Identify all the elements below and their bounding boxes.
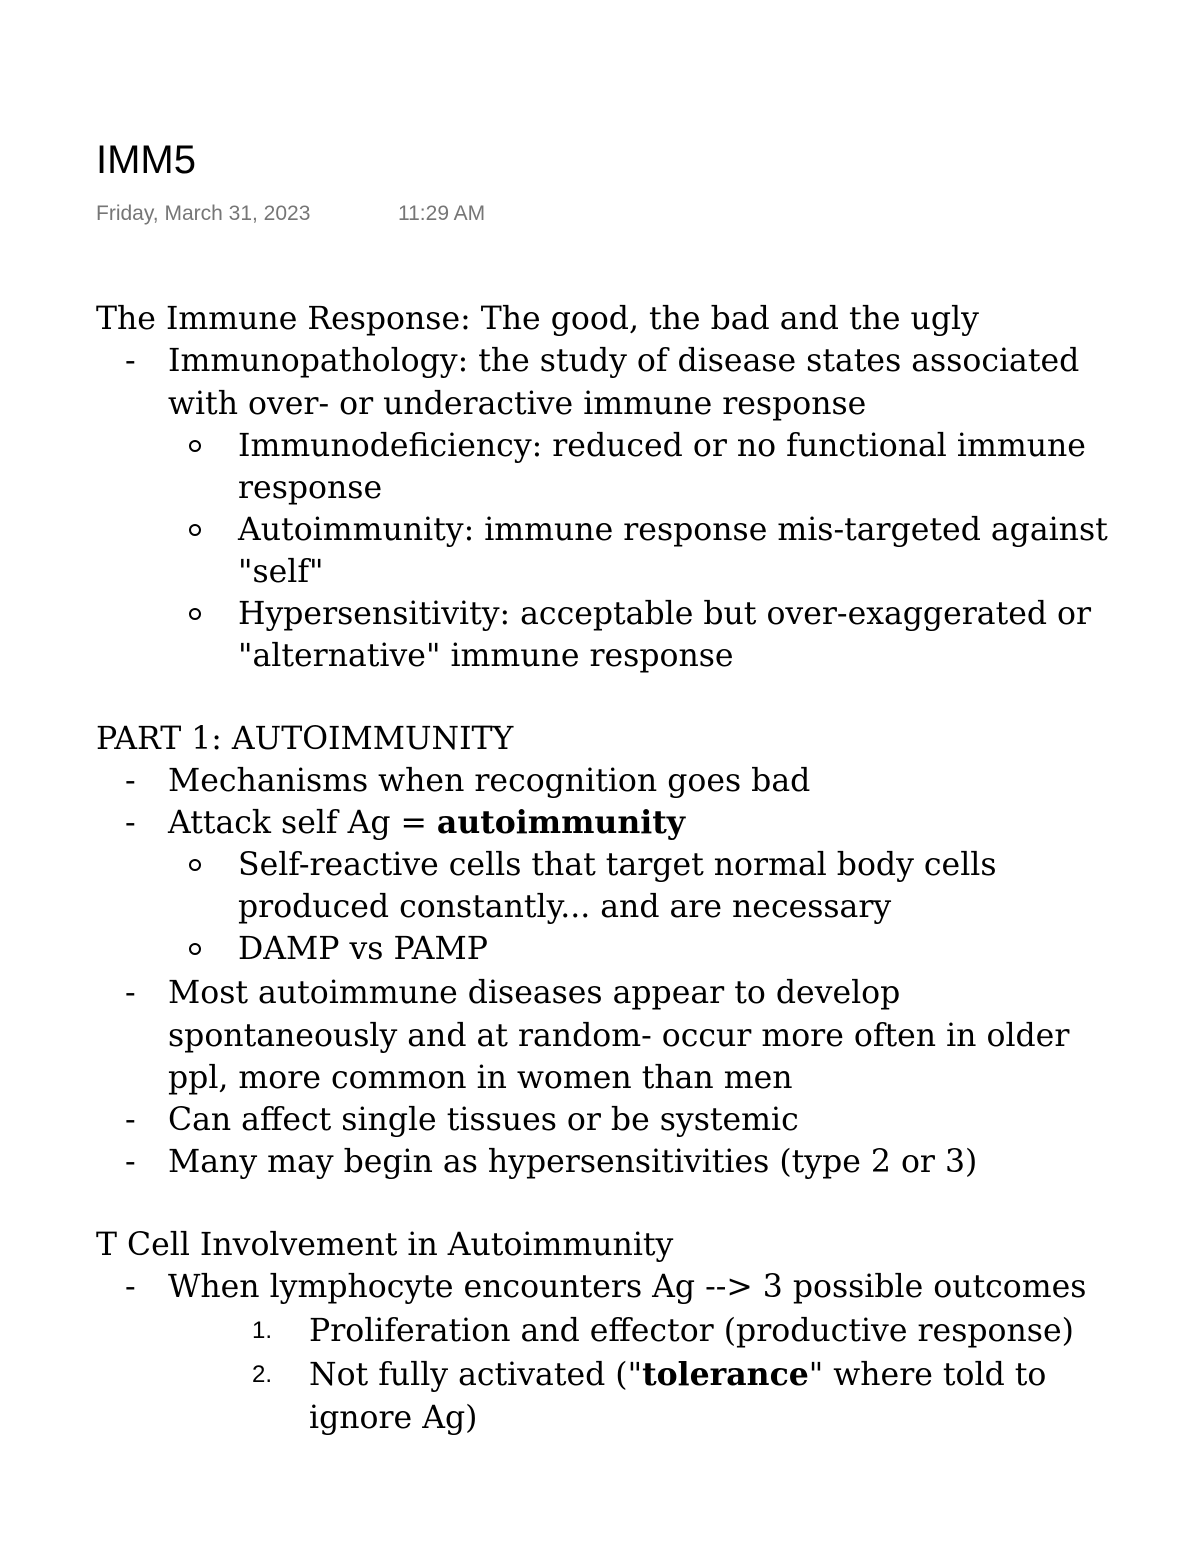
sub-item-text: Immunodeficiency: reduced or no functional immune <box>238 428 1086 464</box>
dash-bullet: - <box>125 1269 136 1305</box>
circle-bullet <box>189 608 201 620</box>
numbered-item-text <box>309 1354 1046 1396</box>
list-item-text: Many may begin as hypersensitivities (type 2 or 3) <box>168 1144 978 1180</box>
dash-bullet: - <box>125 343 136 379</box>
list-item-text: with over- or underactive immune response <box>168 386 867 422</box>
list-item-text: Most autoimmune diseases appear to develop <box>168 975 901 1011</box>
section-heading-t-cell: T Cell Involvement in Autoimmunity <box>96 1227 674 1263</box>
list-item-text: spontaneously and at random- occur more often in older <box>168 1018 1070 1054</box>
numbered-item-text: Proliferation and effector (productive response) <box>309 1313 1074 1349</box>
numbered-item-text: ignore Ag) <box>309 1400 478 1436</box>
dash-bullet: - <box>125 805 136 841</box>
list-item-text: Mechanisms when recognition goes bad <box>168 763 811 799</box>
note-time: 11:29 AM <box>398 202 486 225</box>
sub-item-text: "alternative" immune response <box>238 638 734 674</box>
note-date: Friday, March 31, 2023 <box>96 202 311 225</box>
section-heading-autoimmunity: PART 1: AUTOIMMUNITY <box>96 721 514 757</box>
circle-bullet <box>189 440 201 452</box>
numbered-item-prefix: Not fully activated (" <box>309 1357 643 1393</box>
sub-item-text: Hypersensitivity: acceptable but over-exaggerated or <box>238 596 1092 632</box>
circle-bullet <box>189 859 201 871</box>
list-item-text: When lymphocyte encounters Ag --> 3 possible outcomes <box>168 1269 1087 1305</box>
list-item-text <box>168 802 685 844</box>
list-item-text-prefix: Attack self Ag = <box>168 805 437 841</box>
circle-bullet <box>189 524 201 536</box>
sub-item-text: produced constantly... and are necessary <box>238 889 892 925</box>
sub-item-text: "self" <box>238 554 324 590</box>
number-marker: 1. <box>252 1317 273 1344</box>
dash-bullet: - <box>125 975 136 1011</box>
sub-item-text: DAMP vs PAMP <box>238 931 488 967</box>
dash-bullet: - <box>125 1144 136 1180</box>
list-item-text: ppl, more common in women than men <box>168 1060 793 1096</box>
dash-bullet: - <box>125 763 136 799</box>
sub-item-text: Self-reactive cells that target normal body cells <box>238 847 997 883</box>
list-item-text: Can affect single tissues or be systemic <box>168 1102 799 1138</box>
list-item-text: Immunopathology: the study of disease states associated <box>168 343 1080 379</box>
bold-term: tolerance <box>642 1356 809 1393</box>
bold-term: autoimmunity <box>436 804 686 841</box>
sub-item-text: Autoimmunity: immune response mis-targeted against <box>238 512 1108 548</box>
page-title: IMM5 <box>96 138 196 182</box>
numbered-item-suffix: " where told to <box>808 1357 1047 1393</box>
dash-bullet: - <box>125 1102 136 1138</box>
number-marker: 2. <box>252 1361 273 1388</box>
sub-item-text: response <box>238 470 383 506</box>
circle-bullet <box>189 943 201 955</box>
section-heading-immune-response: The Immune Response: The good, the bad and the ugly <box>96 301 979 337</box>
